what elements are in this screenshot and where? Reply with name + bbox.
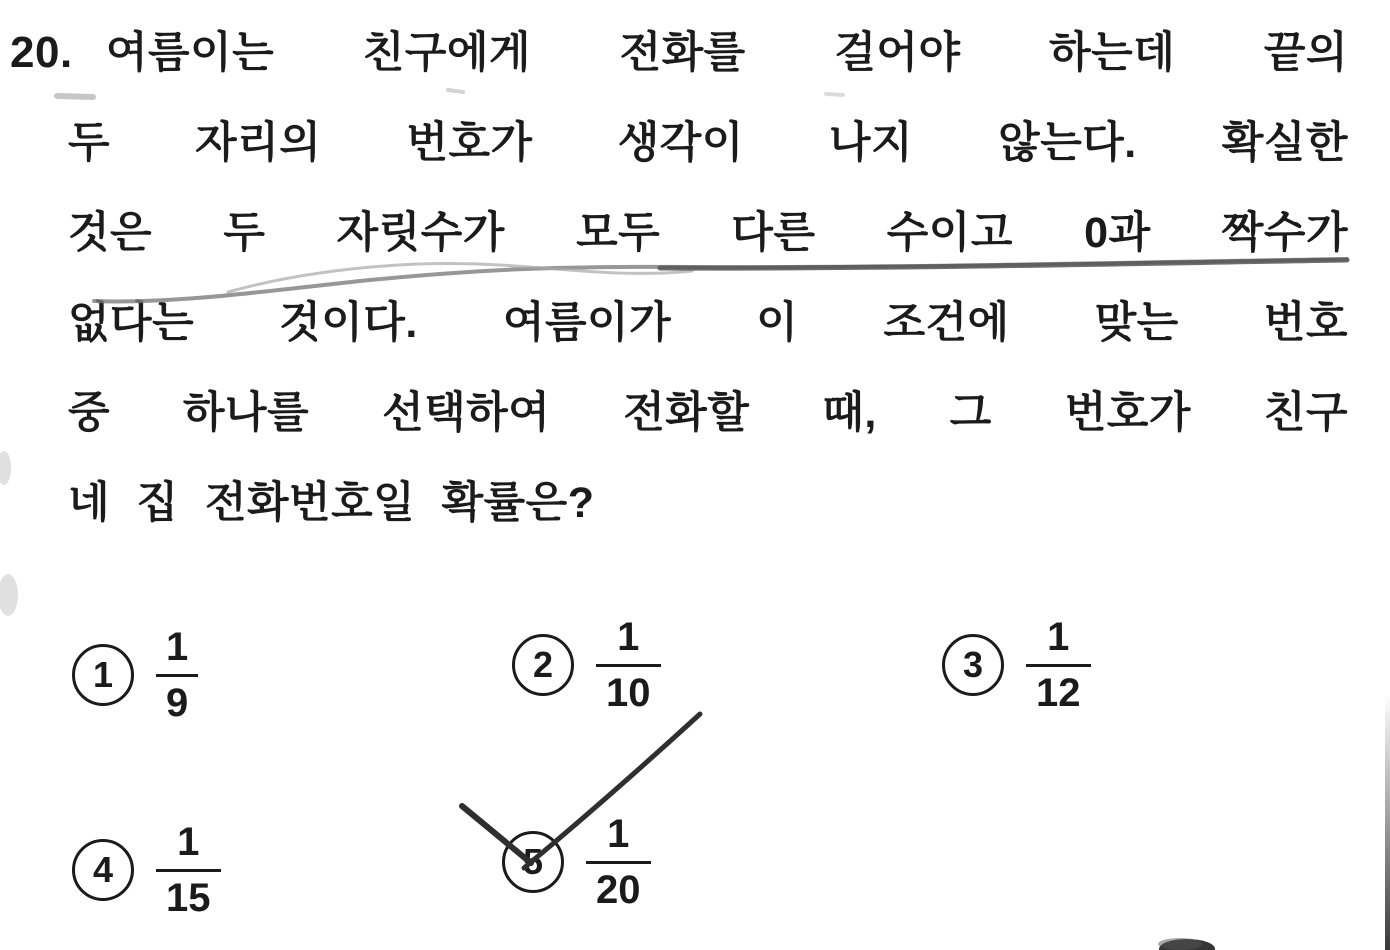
fraction-numerator: 1 xyxy=(166,625,189,669)
choice-1 xyxy=(72,625,198,725)
question-line-3: 것은 두 자릿수가 모두 다른 수이고 0과 짝수가 xyxy=(68,209,1348,257)
choice-3-fraction xyxy=(1026,615,1091,715)
choice-1-marker: 1 xyxy=(72,644,134,706)
scan-edge-shadow xyxy=(1385,695,1390,950)
fraction-denominator: 20 xyxy=(586,861,651,912)
choice-5-marker: 5 xyxy=(502,831,564,893)
fraction-numerator: 1 xyxy=(607,812,630,856)
choice-2-marker: 2 xyxy=(512,634,574,696)
fraction-numerator: 1 xyxy=(1047,615,1070,659)
choice-4-fraction xyxy=(156,820,221,920)
fraction-numerator: 1 xyxy=(177,820,200,864)
choice-4 xyxy=(72,820,221,920)
fraction-numerator: 1 xyxy=(617,615,640,659)
question-line-5: 중 하나를 선택하여 전화할 때, 그 번호가 친구 xyxy=(68,389,1348,437)
question-line-4: 없다는 것이다. 여름이가 이 조건에 맞는 번호 xyxy=(68,299,1348,347)
choice-2-fraction xyxy=(596,615,661,715)
question-line-1-text: 여름이는 친구에게 전화를 걸어야 하는데 끝의 xyxy=(106,29,1348,77)
question-block xyxy=(10,8,1348,548)
question-line-6: 네 집 전화번호일 확률은? xyxy=(68,479,595,527)
choice-2 xyxy=(512,615,661,715)
fraction-denominator: 9 xyxy=(156,674,198,725)
ink-smudge xyxy=(1158,938,1215,950)
choice-3-marker: 3 xyxy=(942,634,1004,696)
question-line-1 xyxy=(10,8,1348,98)
choice-3 xyxy=(942,615,1091,715)
choice-5 xyxy=(502,812,651,912)
choice-5-fraction xyxy=(586,812,651,912)
fraction-denominator: 12 xyxy=(1026,664,1091,715)
fraction-denominator: 15 xyxy=(156,869,221,920)
question-number: 20. xyxy=(10,28,73,77)
question-line-2: 두 자리의 번호가 생각이 나지 않는다. 확실한 xyxy=(68,119,1348,167)
choice-1-fraction xyxy=(156,625,198,725)
choice-4-marker: 4 xyxy=(72,839,134,901)
fraction-denominator: 10 xyxy=(596,664,661,715)
